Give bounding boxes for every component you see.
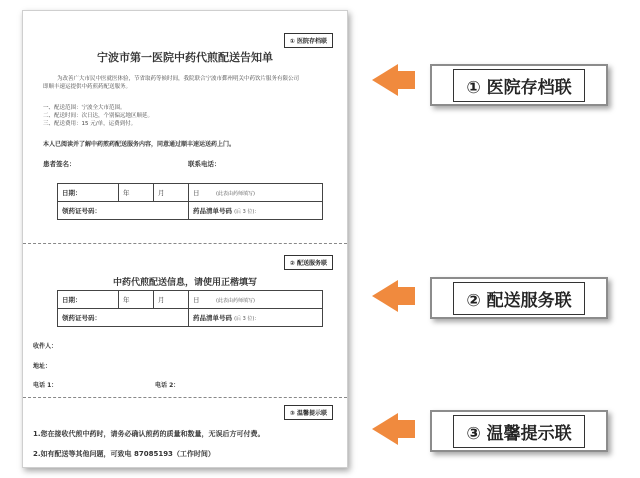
arrow-tail-3 bbox=[397, 420, 415, 438]
callout-delivery-service-label: ② 配送服务联 bbox=[453, 282, 584, 315]
time-item: 二、配送时间：次日达，个别偏远地区顺延。 bbox=[43, 113, 154, 119]
arrow-tail-2 bbox=[397, 287, 415, 305]
address-label: 地址： bbox=[33, 363, 52, 370]
tip-1: 1.您在接收代煎中药时，请务必确认煎药的质量和数量，无误后方可付费。 bbox=[33, 430, 265, 438]
intro-line-2: 即顺丰速运提供中药煎药配送服务。 bbox=[43, 84, 132, 90]
warm-tips-section bbox=[23, 399, 347, 467]
form-title: 宁波市第一医院中药代煎配送告知单 bbox=[97, 51, 273, 64]
hospital-archive-section bbox=[23, 11, 347, 241]
cut-line-1 bbox=[23, 243, 347, 244]
year-label: 年 bbox=[119, 291, 154, 309]
callout-warm-tips-label: ③ 温馨提示联 bbox=[453, 415, 584, 448]
receiver-label: 收件人： bbox=[33, 343, 58, 350]
arrow-head-1 bbox=[372, 64, 398, 96]
phone1-label: 电话 1： bbox=[33, 382, 58, 389]
month-label: 月 bbox=[154, 291, 189, 309]
delivery-service-tag: ② 配送服务联 bbox=[284, 255, 333, 270]
callout-hospital-archive bbox=[430, 64, 608, 106]
pharmacist-table-2 bbox=[57, 290, 323, 327]
tip-2: 2.如有配送等其他问题，可致电 87085193（工作时间） bbox=[33, 450, 215, 458]
warm-tips-tag: ③ 温馨提示联 bbox=[284, 405, 333, 420]
day-cell: 日 (此表由药师填写) bbox=[189, 291, 323, 309]
delivery-service-section bbox=[23, 245, 347, 395]
cut-line-2 bbox=[23, 397, 347, 398]
pharmacist-note: (此表由药师填写) bbox=[216, 191, 255, 197]
patient-signature-label: 患者签名： bbox=[43, 160, 76, 168]
day-cell: 日 (此表由药师填写) bbox=[189, 184, 323, 202]
callout-hospital-archive-label: ① 医院存档联 bbox=[453, 69, 584, 102]
medicine-card-label: 领药证号码： bbox=[58, 309, 189, 327]
contact-phone-label: 联系电话： bbox=[188, 160, 221, 168]
arrow-head-2 bbox=[372, 280, 398, 312]
callout-delivery-service bbox=[430, 277, 608, 319]
pharmacist-table-1 bbox=[57, 183, 323, 220]
scope-item: 一、配送范围：宁波全大市范围。 bbox=[43, 105, 126, 111]
date-label: 日期： bbox=[58, 291, 119, 309]
month-label: 月 bbox=[154, 184, 189, 202]
arrow-head-3 bbox=[372, 413, 398, 445]
hospital-archive-tag: ① 医院存档联 bbox=[284, 33, 333, 48]
pharmacist-note: (此表由药师填写) bbox=[216, 298, 255, 304]
fee-item: 三、配送费用：15 元/单，运费到付。 bbox=[43, 121, 137, 127]
notice-form-document bbox=[22, 10, 348, 468]
list-number-cell: 药品清单号码 (后 3 位)： bbox=[189, 309, 323, 327]
intro-line-1: 为改善广大市民中医就医体验，节省取药等候时间，我院联合宁波市鄞州明关中药饮片服务有限公司 bbox=[57, 76, 300, 82]
delivery-title: 中药代煎配送信息，请使用正楷填写 bbox=[112, 278, 257, 288]
list-number-cell: 药品清单号码 (后 3 位)： bbox=[189, 202, 323, 220]
year-label: 年 bbox=[119, 184, 154, 202]
arrow-tail-1 bbox=[397, 71, 415, 89]
medicine-card-label: 领药证号码： bbox=[58, 202, 189, 220]
phone2-label: 电话 2： bbox=[155, 382, 180, 389]
callout-warm-tips bbox=[430, 410, 608, 452]
consent-statement: 本人已阅读并了解中药煎药配送服务内容，同意通过顺丰速运送药上门。 bbox=[43, 141, 236, 148]
date-label: 日期： bbox=[58, 184, 119, 202]
